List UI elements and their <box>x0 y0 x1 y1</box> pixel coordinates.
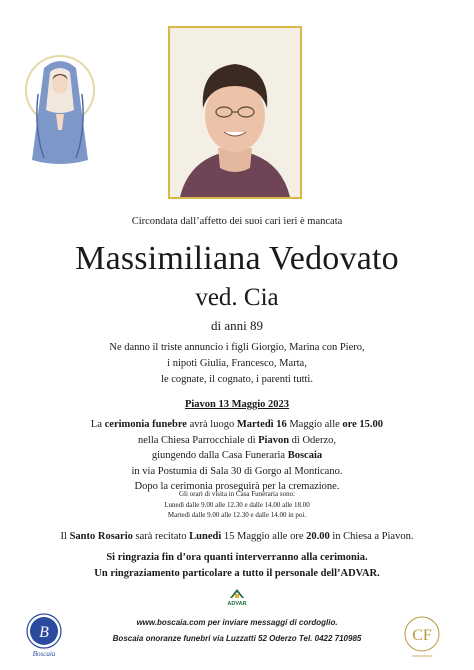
rosary-time: 20.00 <box>306 531 330 542</box>
text: sarà recitato <box>132 531 190 542</box>
portrait-photo <box>168 26 302 199</box>
deceased-name: Massimiliana Vedovato <box>75 240 399 277</box>
text: in Chiesa a Piavon. <box>329 531 414 542</box>
ceremony-day: Martedì 16 <box>236 419 287 430</box>
intro-text: Circondata dall’affetto dei suoi cari ieri è mancata <box>131 216 343 227</box>
svg-text:B: B <box>39 624 49 641</box>
svg-text:CF: CF <box>412 627 432 644</box>
text: giungendo dalla Casa Funeraria <box>151 450 288 462</box>
text: avrà luogo <box>186 419 237 430</box>
visiting-line: Martedì dalle 9.00 alle 12.30 e dalle 14.00 in poi. <box>167 511 307 519</box>
ceremony-time: ore 15.00 <box>342 419 384 430</box>
grieving-line: Ne danno il triste annuncio i figli Giorgio, Marina con Piero, <box>109 342 365 353</box>
visiting-hours <box>0 489 474 521</box>
rosary-day: Lunedì <box>189 531 222 542</box>
footer-website: www.boscaia.com per inviare messaggi di cordoglio. <box>136 618 338 627</box>
advar-label: ADVAR <box>227 601 247 607</box>
advar-house-icon <box>221 586 253 602</box>
rosary-label: Santo Rosario <box>69 531 133 542</box>
advar-logo <box>221 586 253 610</box>
text: 15 Maggio alle ore <box>221 531 307 542</box>
married-name: ved. Cia <box>195 284 279 311</box>
funeral-home-name: Boscaia <box>287 450 323 462</box>
place-date: Piavon 13 Maggio 2023 <box>184 399 290 410</box>
visiting-line: Gli orari di visita in Casa Funeraria sono: <box>178 490 296 498</box>
text: Il <box>60 531 70 542</box>
age-text: di anni 89 <box>211 318 263 333</box>
thanks-line: Si ringrazia fin d’ora quanti interverranno alla cerimonia. <box>106 552 368 563</box>
text: nella Chiesa Parrocchiale di <box>138 434 259 446</box>
boscaia-logo-text: Boscaia <box>32 650 56 658</box>
ceremony-line-1 <box>0 417 474 433</box>
rosary-line <box>0 531 474 542</box>
ceremony-details <box>0 417 474 495</box>
thanks-line: Un ringraziamento particolare a tutto il personale dell’ADVAR. <box>94 567 380 579</box>
text: La <box>90 419 105 430</box>
text: Maggio alle <box>286 419 343 430</box>
ceremony-line-4: in via Postumia di Sala 30 di Gorgo al Monticano. <box>131 465 343 477</box>
grieving-line: le cognate, il cognato, i parenti tutti. <box>161 374 313 385</box>
text: di Oderzo, <box>289 434 336 446</box>
grieving-line: i nipoti Giulia, Francesco, Marta, <box>167 358 307 369</box>
visiting-line: Lunedì dalle 9.00 alle 12.30 e dalle 14.00 alle 18.00 <box>164 500 310 509</box>
ceremony-line-5: Dopo la cerimonia proseguirà per la cremazione. <box>134 481 340 493</box>
ceremony-line-2 <box>0 433 474 449</box>
grieving-family <box>0 340 474 388</box>
thanks-block <box>0 550 474 581</box>
ceremony-line-3 <box>0 448 474 464</box>
cf-monogram-logo <box>402 614 442 660</box>
madonna-illustration <box>14 50 106 168</box>
footer-address: Boscaia onoranze funebri via Luzzatti 52 Oderzo Tel. 0422 710985 <box>112 634 362 643</box>
ceremony-place: Piavon <box>258 434 290 446</box>
ceremony-label: cerimonia funebre <box>104 419 187 430</box>
